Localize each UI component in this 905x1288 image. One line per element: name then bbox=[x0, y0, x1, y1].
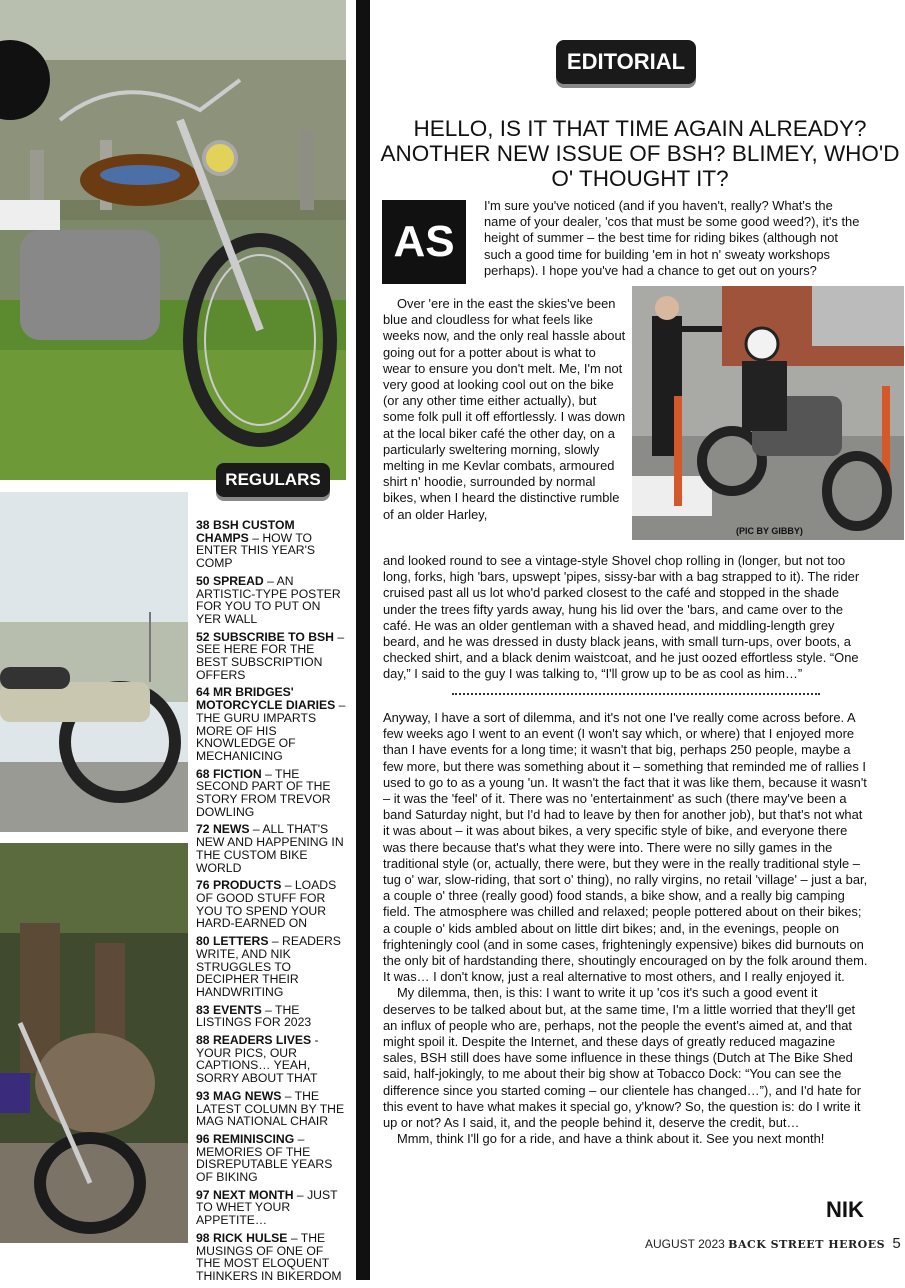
regulars-badge: REGULARS bbox=[216, 463, 330, 497]
regulars-item bbox=[196, 631, 348, 682]
photo-credit: (PIC BY GIBBY) bbox=[736, 526, 803, 536]
regulars-item-desc: – THE SECOND PART OF THE STORY FROM TREVOR DOWLING bbox=[196, 766, 331, 819]
paragraph-1-start-text: Over 'ere in the east the skies've been blue and cloudless for what feels like weeks now, and the only real hassle about going out for a potter about is what to wear to ensure you don't melt. Me, I'm not very good at looking cool out on the bike (or any other time either actually), but some folk pull it off effortlessly. I was down at the local biker café the other day, on a particularly sweltering morning, slowly melting in me Kevlar combats, armoured shirt n' hoodie, surrounded by normal bikes, when I heard the distinctive rumble of an older Harley, bbox=[383, 296, 626, 522]
regulars-item-desc: – THE LATEST COLUMN BY THE MAG NATIONAL CHAIR bbox=[196, 1088, 345, 1129]
regulars-item bbox=[196, 519, 348, 570]
regulars-item bbox=[196, 935, 348, 999]
regulars-item bbox=[196, 1090, 348, 1128]
regulars-item-title: 52 SUBSCRIBE TO BSH bbox=[196, 629, 334, 644]
paragraph-3: My dilemma, then, is this: I want to write it up 'cos it's such a good event it deserves to be talked about but, at the same time, I'm a little worried that they'll get an influx of people who are, perhaps, not the people the event's aimed at, and that might spoil it. Despite the Internet, and these days of greatly reduced magazine sales, BSH still does have some influence in these things (Dutch at The Bike Shed said, half-jokingly, to me about their big show at Tobacco Dock: “You can see the difference since you started coming – our clientele has changed…”), and I'd hate for this event to have what makes it special go, y'know? So, the question is: do I write it up or not? As I said, it, and the people behind it, deserve the credit, but… bbox=[383, 985, 862, 1131]
footer-issue: AUGUST 2023 bbox=[645, 1237, 725, 1251]
headline: HELLO, IS IT THAT TIME AGAIN ALREADY? ANOTHER NEW ISSUE OF BSH? BLIMEY, WHO'D O' THOUGHT IT? bbox=[380, 116, 900, 191]
paragraph-4: Mmm, think I'll go for a ride, and have a think about it. See you next month! bbox=[397, 1131, 825, 1147]
regulars-item bbox=[196, 1189, 348, 1227]
regulars-item bbox=[196, 1034, 348, 1085]
regulars-item-title: 97 NEXT MONTH bbox=[196, 1187, 294, 1202]
regulars-item-desc: – READERS WRITE, AND NIK STRUGGLES TO DECIPHER THEIR HANDWRITING bbox=[196, 934, 341, 999]
regulars-item bbox=[196, 575, 348, 626]
page-number: 5 bbox=[892, 1235, 901, 1252]
regulars-item-desc: – AN ARTISTIC-TYPE POSTER FOR YOU TO PUT ON YER WALL bbox=[196, 573, 341, 626]
regulars-item-desc: – THE GURU IMPARTS MORE OF HIS KNOWLEDGE OF MECHANICING bbox=[196, 698, 346, 763]
regulars-item-desc: – THE MUSINGS OF ONE OF THE MOST ELOQUENT THINKERS IN BIKERDOM bbox=[196, 1230, 342, 1283]
regulars-item-desc: – SEE HERE FOR THE BEST SUBSCRIPTION OFFERS bbox=[196, 629, 345, 682]
editorial-badge: EDITORIAL bbox=[556, 40, 696, 84]
photo-bike-trees bbox=[0, 492, 188, 832]
regulars-item-desc: - YOUR PICS, OUR CAPTIONS… YEAH, SORRY ABOUT THAT bbox=[196, 1033, 319, 1086]
paragraph-4-wrap bbox=[383, 1131, 869, 1147]
regulars-item-title: 83 EVENTS bbox=[196, 1002, 262, 1017]
regulars-item-desc: – ALL THAT'S NEW AND HAPPENING IN THE CUSTOM BIKE WORLD bbox=[196, 822, 344, 875]
regulars-item-title: 76 PRODUCTS bbox=[196, 878, 282, 893]
regulars-item bbox=[196, 768, 348, 819]
regulars-item-title: 88 READERS LIVES bbox=[196, 1033, 312, 1048]
regulars-item-title: 98 RICK HULSE bbox=[196, 1230, 288, 1245]
regulars-item bbox=[196, 686, 348, 762]
regulars-item-title: 93 MAG NEWS bbox=[196, 1088, 282, 1103]
paragraph-2: Anyway, I have a sort of dilemma, and it's not one I've really come across before. A few weeks ago I went to an event (I won't say which, or where) that I enjoyed more than I have events for a long time; it wasn't that big, perhaps 250 people, maybe a few more, but there was something about it – something that reminded me of rallies I used to go to as a young 'un. It wasn't the fact that it was like them, because it wasn't – it was the 'feel' of it. There was no 'entertainment' as such (there may've been a band Saturday night, but I'd had to leave by then for another job), but that's not what it was about – it was about bikes, a very specific style of bike, and everyone there was there because that's what they were into. There were no silly games in the traditional style (or, actually, there were, but they were in the really traditional style – tug o' war, slow-riding, that sort o' thing), no rally virgins, no retail 'village' – just a bar, a couple o' three (really good) food stands, a bike show, and a really big camping field. The atmosphere was chilled and relaxed; people pottered about on their bikes; a couple o' kids ambled about on little dirt bikes; and, in the evenings, people on frighteningly cool (and in some cases, frighteningly expensive) bikes did burnouts on the only bit of hardstanding there, shoutingly encouraged on by the folk around them. It was… I don't know, just a real alternative to most others, and I really enjoyed it. bbox=[383, 710, 868, 985]
regulars-item-title: 50 SPREAD bbox=[196, 573, 264, 588]
intro-paragraph: I'm sure you've noticed (and if you haven't, really? What's the name of your dealer, 'cos that must be some good weed?), it's the height of summer – the best time for riding bikes (although not such a good time for building 'em in hot n' sweaty workshops perhaps). I hope you've had a chance to get out on yours? bbox=[484, 198, 860, 278]
divider-bar bbox=[356, 0, 370, 1280]
photo-biker-cafe bbox=[632, 286, 904, 540]
regulars-item bbox=[196, 1232, 348, 1283]
regulars-item-desc: – THE LISTINGS FOR 2023 bbox=[196, 1002, 312, 1030]
dropcap: AS bbox=[382, 200, 466, 284]
paragraph-3-wrap bbox=[383, 985, 869, 1131]
page-footer bbox=[645, 1235, 901, 1252]
paragraph-1-end: and looked round to see a vintage-style Shovel chop rolling in (longer, but not too long, forks, high 'bars, upswept 'pipes, sissy-bar with a bag strapped to it). The rider cruised past all us lot who'd parked closest to the café and stopped in the shade under the trees fifty yards away, hung his lid over the 'bars, and came over to the café. He was an older gentleman with a shaved head, and middling-length grey beard, and he was dressed in dusty black jeans, with small turn-ups, over boots, a checked shirt, and a black denim waistcoat, and he just oozed effortless style. “One day,” I said to the guy I was talking to, “I'll grow up to be as cool as him…” bbox=[383, 553, 860, 682]
regulars-item-desc: – JUST TO WHET YOUR APPETITE… bbox=[196, 1187, 338, 1228]
regulars-item-desc: – LOADS OF GOOD STUFF FOR YOU TO SPEND YOUR HARD-EARNED ON bbox=[196, 878, 337, 931]
regulars-item-title: 96 REMINISCING bbox=[196, 1131, 295, 1146]
regulars-item-title: 68 FICTION bbox=[196, 766, 262, 781]
photo-bike-garden bbox=[0, 843, 188, 1243]
photo-chopper-graveyard bbox=[0, 0, 346, 480]
regulars-item bbox=[196, 1133, 348, 1184]
regulars-item-title: 80 LETTERS bbox=[196, 934, 269, 949]
footer-magazine: BACK STREET HEROES bbox=[728, 1238, 886, 1251]
regulars-item-desc: – HOW TO ENTER THIS YEAR'S COMP bbox=[196, 530, 316, 571]
paragraphs-2-4 bbox=[383, 710, 869, 1147]
regulars-item-title: 38 BSH CUSTOM CHAMPS bbox=[196, 518, 295, 545]
regulars-item-title: 72 NEWS bbox=[196, 822, 250, 837]
regulars-list bbox=[196, 519, 348, 1288]
signature: NIK bbox=[826, 1197, 864, 1222]
dotted-separator bbox=[452, 693, 820, 695]
regulars-item-desc: – MEMORIES OF THE DISREPUTABLE YEARS OF BIKING bbox=[196, 1131, 333, 1185]
regulars-item bbox=[196, 879, 348, 930]
regulars-item bbox=[196, 1004, 348, 1029]
regulars-item bbox=[196, 823, 348, 874]
paragraph-1-start bbox=[383, 296, 627, 523]
regulars-item-title: 64 MR BRIDGES' MOTORCYCLE DIARIES bbox=[196, 685, 336, 713]
